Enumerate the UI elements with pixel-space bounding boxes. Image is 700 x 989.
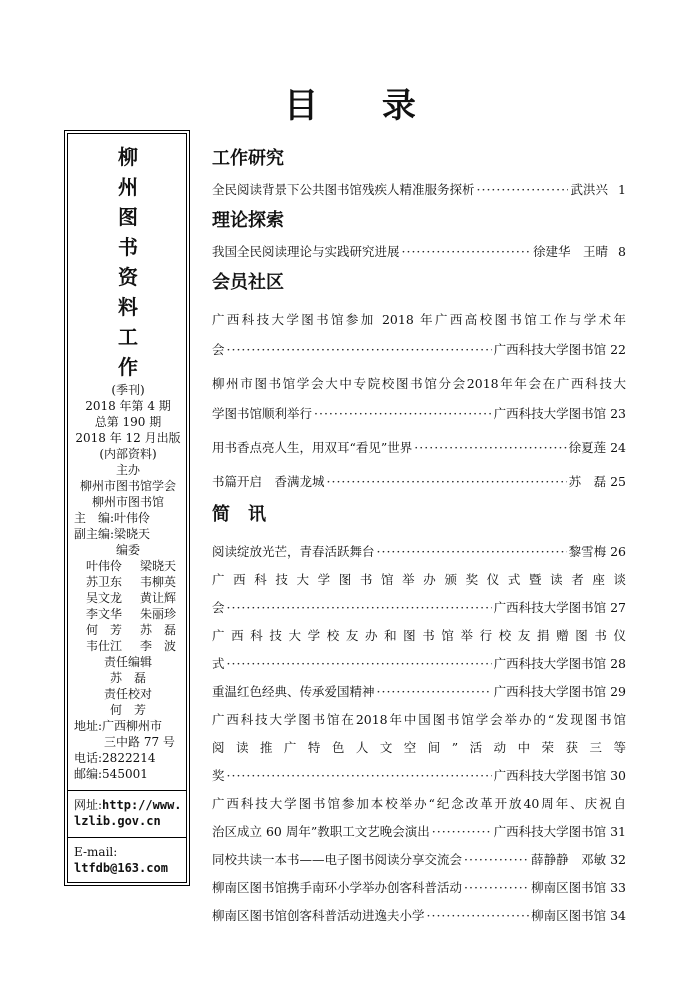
masthead-box bbox=[64, 130, 190, 886]
committee-member: 何 芳 bbox=[86, 623, 123, 637]
magazine-name-char: 书 bbox=[118, 235, 138, 259]
address-line: 广西柳州市 bbox=[102, 719, 163, 733]
entry-author: 柳南区图书馆 bbox=[531, 908, 607, 923]
toc-entry[interactable] bbox=[212, 436, 626, 460]
magazine-name bbox=[74, 142, 182, 382]
entry-author: 武洪兴 bbox=[570, 182, 608, 197]
toc-entry[interactable] bbox=[212, 624, 626, 676]
committee-member: 韦仕江 bbox=[86, 639, 123, 653]
entry-title-line: 柳州市图书馆学会大中专院校图书馆分会2018年年会在广西科技大 bbox=[212, 376, 626, 391]
entry-page: 34 bbox=[610, 908, 626, 923]
resp-proof-name: 何 芳 bbox=[109, 703, 146, 717]
magazine-name-char: 柳 bbox=[118, 145, 138, 169]
entry-title-line: 广西科技大学校友办和图书馆举行校友捐赠图书仪 bbox=[212, 628, 626, 643]
address-row bbox=[74, 718, 182, 734]
entry-author: 薛静静 邓敏 bbox=[531, 852, 607, 867]
deputy-editor-row bbox=[74, 526, 182, 542]
leader-dots bbox=[227, 652, 492, 676]
section-title: 理论探索 bbox=[212, 210, 284, 231]
committee-label: 编委 bbox=[115, 543, 140, 557]
magazine-name-char: 图 bbox=[118, 205, 138, 229]
web-label: 网址: bbox=[74, 798, 103, 812]
zip-label: 邮编: bbox=[74, 767, 103, 781]
entry-author: 广西科技大学图书馆 bbox=[493, 600, 607, 615]
leader-dots bbox=[427, 904, 530, 928]
host-org: 柳州市图书馆学会 bbox=[79, 479, 176, 493]
entry-title: 我国全民阅读理论与实践研究进展 bbox=[212, 244, 400, 259]
web-url[interactable]: http://www. bbox=[102, 798, 182, 812]
entry-page: 23 bbox=[610, 406, 626, 421]
email-address[interactable]: ltfdb@163.com bbox=[74, 861, 168, 875]
editor-name: 叶伟伶 bbox=[114, 511, 151, 525]
leader-dots bbox=[464, 876, 529, 900]
entry-title-line: 广西科技大学图书馆在2018年中国图书馆学会举办的“发现图书馆 bbox=[212, 712, 626, 727]
toc-entry[interactable] bbox=[212, 568, 626, 620]
email-label: E-mail: bbox=[74, 845, 118, 859]
frequency: (季刊) bbox=[111, 383, 145, 397]
phone-number: 2822214 bbox=[102, 751, 156, 765]
entry-title: 阅读绽放光芒，青春活跃舞台 bbox=[212, 544, 375, 559]
entry-title: 同校共读一本书——电子图书阅读分享交流会 bbox=[212, 852, 463, 867]
leader-dots bbox=[377, 540, 567, 564]
zip-row bbox=[74, 766, 182, 782]
leader-dots bbox=[327, 470, 567, 494]
entry-author: 徐建华 王晴 bbox=[532, 244, 608, 259]
committee-row bbox=[74, 574, 182, 590]
publish-date: 2018 年 12 月出版 bbox=[75, 431, 181, 445]
entry-title: 学图书馆顺利举行 bbox=[212, 406, 313, 421]
web-row bbox=[74, 797, 182, 813]
magazine-name-char: 料 bbox=[118, 295, 138, 319]
entry-title: 全民阅读背景下公共图书馆残疾人精准服务探析 bbox=[212, 182, 475, 197]
phone-label: 电话: bbox=[74, 751, 103, 765]
page-title: 目 录 bbox=[284, 86, 442, 126]
entry-title: 柳南区图书馆携手南环小学举办创客科普活动 bbox=[212, 880, 463, 895]
resp-editor-name: 苏 磊 bbox=[109, 671, 146, 685]
committee-member: 李文华 bbox=[86, 607, 123, 621]
address-line: 三中路 77 号 bbox=[104, 735, 175, 749]
address-row-2 bbox=[74, 734, 182, 750]
entry-title: 式 bbox=[212, 656, 225, 671]
entry-author: 广西科技大学图书馆 bbox=[493, 768, 607, 783]
magazine-name-char: 资 bbox=[118, 265, 138, 289]
entry-page: 26 bbox=[610, 544, 626, 559]
divider bbox=[68, 790, 186, 791]
web-url[interactable]: lzlib.gov.cn bbox=[74, 814, 161, 828]
entry-page: 24 bbox=[610, 440, 626, 455]
leader-dots bbox=[227, 764, 492, 788]
leader-dots bbox=[227, 596, 492, 620]
section-title: 简 讯 bbox=[212, 504, 266, 525]
toc-entry[interactable] bbox=[212, 240, 626, 264]
entry-title: 柳南区图书馆创客科普活动进逸夫小学 bbox=[212, 908, 425, 923]
entry-page: 22 bbox=[610, 342, 626, 357]
committee-row bbox=[74, 590, 182, 606]
magazine-name-char: 州 bbox=[118, 175, 138, 199]
internal-note: (内部资料) bbox=[99, 447, 157, 461]
entry-page: 30 bbox=[610, 768, 626, 783]
toc-entry[interactable] bbox=[212, 680, 626, 704]
toc-entry[interactable] bbox=[212, 848, 626, 872]
toc-entry[interactable] bbox=[212, 308, 626, 362]
toc-entry[interactable] bbox=[212, 178, 626, 202]
committee-member: 李 波 bbox=[139, 639, 176, 653]
entry-author: 广西科技大学图书馆 bbox=[493, 406, 607, 421]
committee-member: 苏 磊 bbox=[139, 623, 176, 637]
toc-entry[interactable] bbox=[212, 372, 626, 426]
entry-title-line: 广西科技大学图书馆参加 2018 年广西高校图书馆工作与学术年 bbox=[212, 312, 626, 327]
entry-author: 黎雪梅 bbox=[568, 544, 607, 559]
toc-entry[interactable] bbox=[212, 904, 626, 928]
committee-member: 朱丽珍 bbox=[139, 607, 176, 621]
entry-title: 治区成立 60 周年”教职工文艺晚会演出 bbox=[212, 824, 430, 839]
committee-member: 黄让辉 bbox=[139, 591, 176, 605]
issue-number: 2018 年第 4 期 bbox=[85, 399, 171, 413]
deputy-editor-label: 副主编: bbox=[74, 527, 115, 541]
entry-author: 苏 磊 bbox=[568, 474, 607, 489]
editor-row bbox=[74, 510, 182, 526]
entry-page: 33 bbox=[610, 880, 626, 895]
entry-title-line: 广西科技大学图书馆举办颁奖仪式暨读者座谈 bbox=[212, 572, 626, 587]
zip-code: 545001 bbox=[102, 767, 148, 781]
toc-entry[interactable] bbox=[212, 708, 626, 788]
resp-proof-label: 责任校对 bbox=[103, 687, 152, 701]
toc-entry[interactable] bbox=[212, 792, 626, 844]
entry-title: 会 bbox=[212, 342, 225, 357]
entry-title: 会 bbox=[212, 600, 225, 615]
committee-member: 梁晓天 bbox=[139, 559, 176, 573]
divider bbox=[68, 837, 186, 838]
entry-author: 柳南区图书馆 bbox=[531, 880, 607, 895]
toc-entry[interactable] bbox=[212, 470, 626, 494]
entry-author: 广西科技大学图书馆 bbox=[493, 684, 607, 699]
toc-entry[interactable] bbox=[212, 540, 626, 564]
host-org: 柳州市图书馆 bbox=[91, 495, 164, 509]
entry-page: 27 bbox=[610, 600, 626, 615]
deputy-editor-name: 梁晓天 bbox=[114, 527, 151, 541]
entry-page: 31 bbox=[610, 824, 626, 839]
leader-dots bbox=[377, 680, 492, 704]
entry-author: 广西科技大学图书馆 bbox=[493, 656, 607, 671]
entry-page: 32 bbox=[610, 852, 626, 867]
entry-title-line: 阅读推广特色人文空间”活动中荣获三等 bbox=[212, 740, 626, 755]
host-label: 主办 bbox=[115, 463, 140, 477]
leader-dots bbox=[414, 436, 566, 460]
entry-author: 徐夏莲 bbox=[568, 440, 607, 455]
leader-dots bbox=[477, 178, 569, 202]
leader-dots bbox=[464, 848, 529, 872]
section-title: 会员社区 bbox=[212, 272, 284, 293]
total-issue: 总第 190 期 bbox=[94, 415, 162, 429]
entry-page: 29 bbox=[610, 684, 626, 699]
table-of-contents bbox=[212, 146, 626, 928]
toc-entry[interactable] bbox=[212, 876, 626, 900]
magazine-name-char: 工 bbox=[118, 325, 138, 349]
entry-page: 8 bbox=[618, 244, 626, 259]
editor-label: 主 编: bbox=[74, 511, 115, 525]
section-title: 工作研究 bbox=[212, 148, 284, 169]
entry-title: 用书香点亮人生，用双耳“看见”世界 bbox=[212, 440, 413, 455]
entry-author: 广西科技大学图书馆 bbox=[493, 824, 607, 839]
committee-row bbox=[74, 638, 182, 654]
committee-member: 叶伟伶 bbox=[86, 559, 123, 573]
committee-row bbox=[74, 558, 182, 574]
leader-dots bbox=[227, 338, 492, 362]
resp-editor-label: 责任编辑 bbox=[103, 655, 152, 669]
entry-page: 28 bbox=[610, 656, 626, 671]
leader-dots bbox=[314, 402, 492, 426]
entry-title: 重温红色经典、传承爱国精神 bbox=[212, 684, 375, 699]
magazine-name-char: 作 bbox=[118, 355, 138, 379]
entry-author: 广西科技大学图书馆 bbox=[493, 342, 607, 357]
entry-page: 25 bbox=[610, 474, 626, 489]
leader-dots bbox=[432, 820, 492, 844]
entry-page: 1 bbox=[618, 182, 626, 197]
committee-member: 韦柳英 bbox=[139, 575, 176, 589]
committee-member: 苏卫东 bbox=[86, 575, 123, 589]
entry-title-line: 广西科技大学图书馆参加本校举办“纪念改革开放40周年、庆祝自 bbox=[212, 796, 626, 811]
committee-member: 吴文龙 bbox=[86, 591, 123, 605]
entry-title: 奖 bbox=[212, 768, 225, 783]
phone-row bbox=[74, 750, 182, 766]
committee-row bbox=[74, 606, 182, 622]
entry-title: 书篇开启 香满龙城 bbox=[212, 474, 325, 489]
leader-dots bbox=[402, 240, 531, 264]
committee-row bbox=[74, 622, 182, 638]
address-label: 地址: bbox=[74, 719, 103, 733]
